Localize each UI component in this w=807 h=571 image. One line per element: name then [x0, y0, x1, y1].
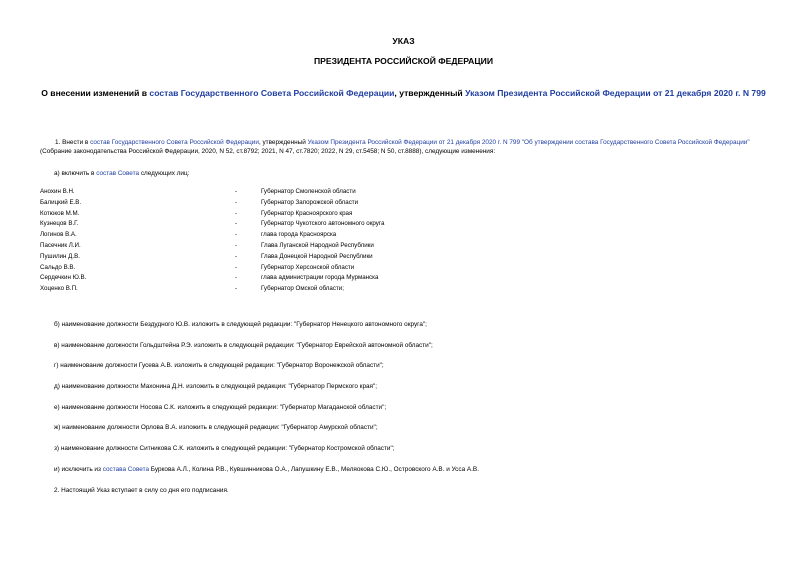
table-row: [40, 188, 384, 199]
heading-link-decree-799[interactable]: Указом Президента Российской Федерации от 21 декабря 2020 г. N 799: [465, 88, 766, 98]
table-row: [40, 264, 384, 275]
item-a-text-2: следующих лиц:: [139, 170, 190, 177]
dash: -: [235, 241, 238, 249]
dash: -: [235, 188, 238, 195]
table-row: [40, 285, 384, 296]
table-row: [40, 242, 384, 253]
decree-title: УКАЗ: [392, 36, 415, 46]
person-role: Глава Луганской Народной Республики: [261, 241, 374, 249]
item-i-text-1: и) исключить из: [54, 466, 103, 473]
item-v: в) наименование должности Гольдштейна Р.Э. изложить в следующей редакции: "Губернатор Еврейской автономной области";: [54, 342, 433, 349]
item-d: д) наименование должности Махонина Д.Н. изложить в следующей редакции: "Губернатор Пермского края";: [54, 383, 378, 390]
person-name: Сердечкин Ю.В.: [40, 274, 87, 282]
item-i: [54, 465, 479, 474]
person-role: Губернатор Красноярского края: [261, 209, 353, 217]
person-role: Губернатор Запорожской области: [261, 198, 359, 206]
clause-1-link-decree-799[interactable]: Указом Президента Российской Федерации от 21 декабря 2020 г. N 799 "Об утверждении состава Государственного Совета Российской Федерации": [307, 139, 750, 146]
decree-subtitle: ПРЕЗИДЕНТА РОССИЙСКОЙ ФЕДЕРАЦИИ: [313, 56, 494, 66]
table-row: [40, 231, 384, 242]
dash: -: [235, 220, 238, 228]
table-row: [40, 274, 384, 285]
person-name: Сальдо В.В.: [40, 263, 76, 271]
heading-text-1: О внесении изменений в: [41, 88, 150, 98]
table-row: [40, 199, 384, 210]
heading-text-2: , утвержденный: [394, 88, 466, 98]
item-i-link-council[interactable]: состава Совета: [102, 466, 150, 473]
person-name: Пушилин Д.В.: [40, 252, 80, 260]
item-z: з) наименование должности Ситникова С.К. изложить в следующей редакции: "Губернатор Костромской области";: [54, 445, 395, 452]
person-name: Хоценко В.П.: [40, 285, 78, 293]
person-name: Анохин В.Н.: [40, 188, 75, 195]
person-role: глава города Красноярска: [261, 231, 337, 239]
clause-1: [40, 138, 768, 157]
dash: -: [235, 274, 238, 282]
person-role: Губернатор Херсонской области: [261, 263, 355, 271]
item-a-link-council[interactable]: состав Совета: [96, 170, 140, 177]
person-name: Балицкий Е.В.: [40, 198, 82, 206]
person-name: Пасечник Л.И.: [40, 241, 81, 249]
dash: -: [235, 198, 238, 206]
table-row: [40, 210, 384, 221]
dash: -: [235, 285, 238, 293]
clause-1-text-1: 1. Внести в: [55, 139, 91, 146]
clause-1-text-3: (Собрание законодательства Российской Федерации, 2020, N 52, ст.8792; 2021, N 47, ст.7820; 2022, N 29, ст.5458; N 50, ст.8888), следующие изменения:: [40, 148, 496, 156]
item-a-text-1: а) включить в: [54, 170, 97, 177]
person-role: Губернатор Чукотского автономного округа: [261, 220, 385, 228]
person-name: Котюков М.М.: [40, 209, 80, 217]
dash: -: [235, 231, 238, 239]
item-e: е) наименование должности Носова С.К. изложить в следующей редакции: "Губернатор Магаданской области";: [54, 404, 387, 411]
person-role: глава администрации города Мурманска: [261, 274, 379, 282]
clause-2: 2. Настоящий Указ вступает в силу со дня его подписания.: [54, 487, 229, 494]
dash: -: [235, 263, 238, 271]
item-zh: ж) наименование должности Орлова В.А. изложить в следующей редакции: "Губернатор Амурской области";: [54, 424, 378, 431]
clause-1-link-state-council[interactable]: состав Государственного Совета Российской Федерации: [90, 139, 259, 146]
person-role: Глава Донецкой Народной Республики: [261, 252, 373, 260]
item-b: б) наименование должности Бездудного Ю.В. изложить в следующей редакции: "Губернатор Ненецкого автономного округа";: [54, 321, 427, 328]
persons-table: [40, 188, 384, 296]
dash: -: [235, 209, 238, 217]
person-role: Губернатор Смоленской области: [261, 188, 356, 195]
person-role: Губернатор Омской области;: [261, 285, 344, 293]
table-row: [40, 253, 384, 264]
decree-heading: [30, 88, 777, 99]
table-row: [40, 220, 384, 231]
dash: -: [235, 252, 238, 260]
clause-1-text-2: , утвержденный: [258, 139, 308, 146]
item-g: г) наименование должности Гусева А.В. изложить в следующей редакции: "Губернатор Воронежской области";: [54, 362, 384, 369]
person-name: Логинов В.А.: [40, 231, 77, 239]
item-a: [54, 169, 782, 178]
item-i-text-2: Буркова А.Л., Колина Р.В., Кувшинникова О.А., Лапушкину Е.В., Меляокова С.Ю., Островского А.В. и Усса А.В.: [149, 466, 479, 473]
heading-link-state-council[interactable]: состав Государственного Совета Российской Федерации: [149, 88, 395, 98]
person-name: Кузнецов В.Г.: [40, 220, 79, 228]
